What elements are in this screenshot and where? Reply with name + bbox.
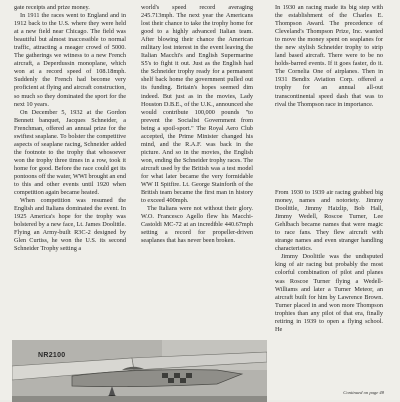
continued-note: Continued on page 48 xyxy=(343,390,384,395)
paragraph: world's speed record averaging 245.713mph. The next year the Americans lost their chance to take the trophy home for good to a highly advanced Italian team. After blowing their chance the American military lost interest in the event leaving the Italian Macchi's and English Supermarine S5's to fight it out. Just as the English had the Schneider trophy ready for a permanent shelf back home the government pulled out its funding. Britain's hopes seemed dim indeed. But just as in the movies, Lady Houston D.B.E., of the U.K., announced she would contribute 100,000 pounds "to prevent the Socialist Government from being a spoil-sport." The Royal Aero Club accepted, the Prime Minister changed his mind, and the R.A.F. was back in the picture. And so in the movies, the English won, ending the Schneider trophy races. The aircraft used by the British was a test model for what later became the very formidable WW II Spitfire. Lt. George Stainforth of the British team became the first man in history to exceed 400mph. xyxy=(141,4,253,205)
text-column-3 xyxy=(275,4,383,109)
paragraph: gate receipts and prize money. xyxy=(14,4,90,11)
aircraft-registration: NR2100 xyxy=(38,352,66,359)
paragraph: From 1930 to 1939 air racing grabbed big money, names and notoriety. Jimmy Doolittle, Jimmy Haizlip, Bob Hall, Jimmy Wedell, Roscoe Turner, Lee Gehlbach became names that were magic to race fans. They flew aircraft with strange names and even stranger handling characteristics. xyxy=(275,189,383,253)
racing-aircraft-photo xyxy=(12,340,267,402)
paragraph: Jimmy Doolittle was the undisputed king of air racing but probably the most colorful combination of pilot and planes was Roscoe Turner flying a Wedell-Williams and later a Turner Meteor, an aircraft built for him by Lawrence Brown. Turner placed in and won more Thompson trophies than any pilot of that era, finally retiring in 1939 to open a flying school. He xyxy=(275,253,383,333)
paragraph: In 1930 an racing made its big step with the establishment of the Charles E. Thompson Award. The precedence of Cleveland's Thompson Prize, Inc. wanted to move the money spent on seaplanes for the new stylish Schneider trophy to strip land based aircraft. There were to be no holds-barred events. If it goes faster, do it. The Cornelia One of airplanes. Then in 1931 Bendix Aviation Corp. offered a trophy for an annual all-out transcontinental speed dash that was to rival the Thompson race in importance. xyxy=(275,4,383,108)
paragraph: On December 5, 1932 at the Gordon Bennett banquet, Jacques Schneider, a Frenchman, offered an annual prize for the swiftest seaplane. To bolster the competitive aspects of seaplane racing, Schneider added the footnote to the trophy that whosoever won the trophy three times in a row, took it home for good. Before the race could get its pontoons off the water, WWI brought an end to this and other events until 1920 when competition again became heated. xyxy=(14,108,126,197)
text-column-2 xyxy=(141,4,253,245)
paragraph: When competition was resumed the English and Italians dominated the event. In 1925 America's hope for the trophy was bolstered by a new face, Lt. James Doolittle. Flying an Army-built R3C-2 designed by Glen Curtiss, he won the U.S. its second Schneider Trophy setting a xyxy=(14,197,126,253)
text-column-3-lower xyxy=(275,189,383,334)
aircraft-illustration xyxy=(12,340,267,402)
paragraph: In 1911 the races went to England and in 1912 back to the U.S. where they were held at a new field near Chicago. The field was beautiful but almost inaccessible to normal traffic, attracting a meager crowd of 5000. The gatherings we witness to a new French aircraft, a Deperdussin monoplane, which won at a record speed of 108.18mph. Suddenly the French had become very proficient at flying and aircraft construction, so much so they dominated the sport for the next 10 years. xyxy=(14,12,126,108)
paragraph: The Italians were not without their glory. W.O. Francesco Agello flew his Macchi-Castoldi MC-72 at an incredible 440.67mph setting a record for propeller-driven seaplanes that has never been broken. xyxy=(141,205,253,245)
text-column-1 xyxy=(14,4,126,253)
